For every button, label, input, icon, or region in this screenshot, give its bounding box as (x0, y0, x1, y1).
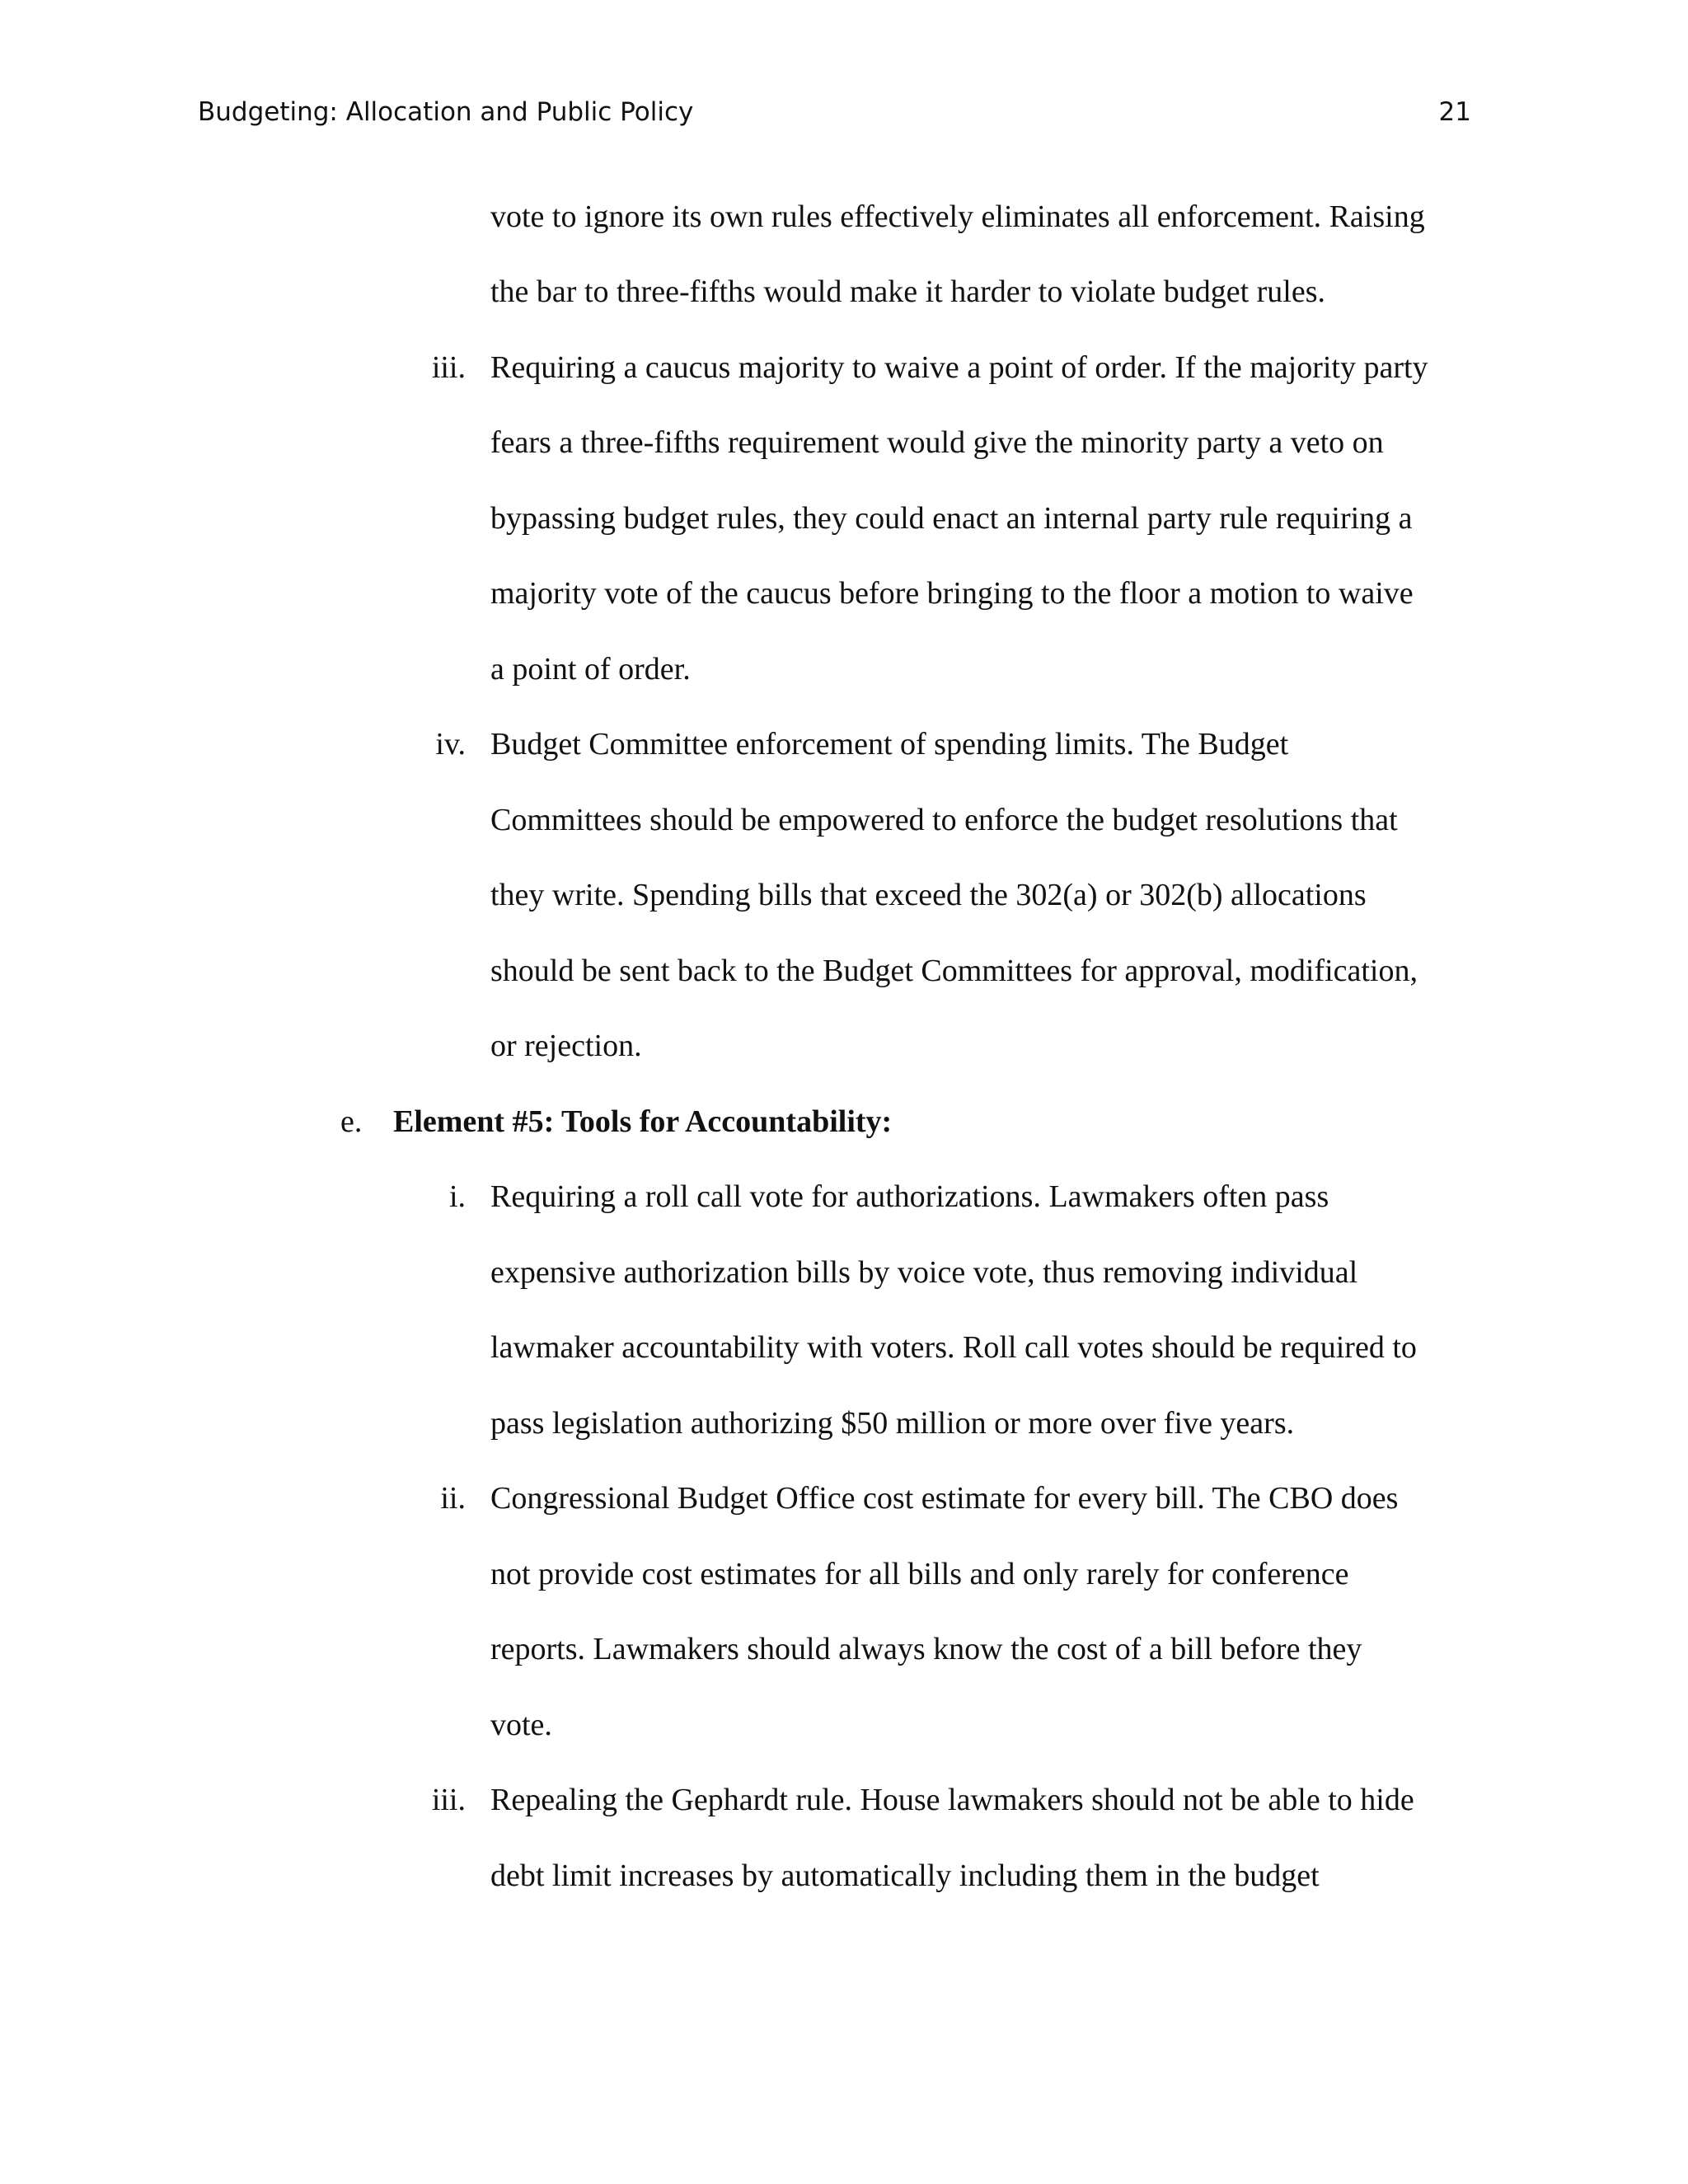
list-item-line: a point of order. (490, 652, 691, 687)
list-item-line: Requiring a roll call vote for authorizations. Lawmakers often pass (490, 1179, 1329, 1214)
section-marker: e. (340, 1104, 363, 1139)
list-marker: iv. (435, 727, 466, 762)
list-item-line: pass legislation authorizing $50 million or more over five years. (490, 1406, 1295, 1441)
list-item-line: should be sent back to the Budget Committees for approval, modification, (490, 954, 1418, 988)
running-header (198, 97, 1471, 135)
header-title: Budgeting: Allocation and Public Policy (198, 97, 694, 127)
list-item-line: Budget Committee enforcement of spending limits. The Budget (490, 727, 1289, 762)
paragraph-line: vote to ignore its own rules effectively eliminates all enforcement. Raising (490, 199, 1425, 234)
page-number: 21 (1438, 97, 1471, 127)
list-marker: iii. (431, 350, 466, 385)
list-item-line: bypassing budget rules, they could enact an internal party rule requiring a (490, 501, 1413, 536)
list-marker: iii. (431, 1783, 466, 1817)
paragraph-line: the bar to three-fifths would make it harder to violate budget rules. (490, 274, 1326, 309)
list-item-line: Requiring a caucus majority to waive a point of order. If the majority party (490, 350, 1428, 385)
list-item-line: lawmaker accountability with voters. Roll call votes should be required to (490, 1330, 1417, 1365)
list-item-line: fears a three-fifths requirement would give the minority party a veto on (490, 425, 1384, 460)
list-item-line: majority vote of the caucus before bringing to the floor a motion to waive (490, 576, 1414, 611)
list-item-line: they write. Spending bills that exceed the 302(a) or 302(b) allocations (490, 878, 1367, 912)
list-item-line: Committees should be empowered to enforce the budget resolutions that (490, 803, 1398, 837)
list-item-line: reports. Lawmakers should always know the cost of a bill before they (490, 1632, 1362, 1666)
list-item-line: or rejection. (490, 1029, 642, 1063)
list-item-line: vote. (490, 1708, 552, 1742)
section-heading: Element #5: Tools for Accountability: (393, 1104, 893, 1139)
list-marker: ii. (440, 1481, 466, 1516)
list-item-line: Congressional Budget Office cost estimate for every bill. The CBO does (490, 1481, 1399, 1516)
list-item-line: Repealing the Gephardt rule. House lawmakers should not be able to hide (490, 1783, 1414, 1817)
list-item-line: debt limit increases by automatically including them in the budget (490, 1858, 1320, 1893)
list-item-line: not provide cost estimates for all bills and only rarely for conference (490, 1557, 1349, 1591)
list-item-line: expensive authorization bills by voice vote, thus removing individual (490, 1255, 1358, 1290)
list-marker: i. (448, 1179, 466, 1214)
